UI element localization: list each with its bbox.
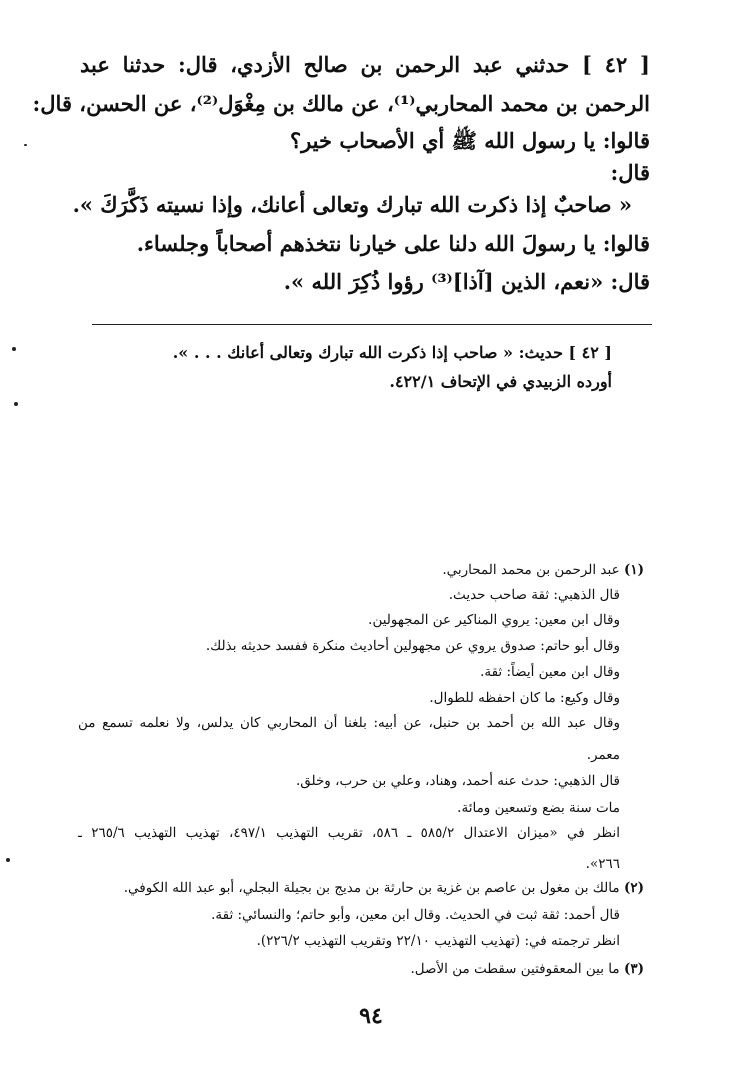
footnote-2-line: قال أحمد: ثقة ثبت في الحديث. وقال ابن معين، وأبو حاتم؛ والنسائي: ثقة. bbox=[211, 907, 620, 923]
footnote-1-line: وقال أبو حاتم: صدوق يروي عن مجهولين أحاديث منكرة ففسد حديثه بذلك. bbox=[205, 638, 620, 654]
footnote-1-line: وقال وكيع: ما كان احفظه للطوال. bbox=[429, 690, 620, 706]
hadith-line-3: قالوا: يا رسول الله ﷺ أي الأصحاب خير؟ bbox=[289, 128, 650, 153]
scan-speck bbox=[24, 144, 27, 146]
hadith-line-2: الرحمن بن محمد المحاربي⁽¹⁾، عن مالك بن مِغْوَل⁽²⁾، عن الحسن، قال: bbox=[32, 91, 650, 116]
footnote-1-line: انظر في «ميزان الاعتدال ٥٨٥/٢ ـ ٥٨٦، تقريب التهذيب ٤٩٧/١، تهذيب التهذيب ٢٦٥/٦ ـ bbox=[78, 825, 620, 841]
footnote-1-title: عبد الرحمن بن محمد المحاربي. bbox=[442, 562, 620, 578]
separator-rule bbox=[92, 324, 652, 325]
takhrij-line-2: أورده الزبيدي في الإتحاف ٤٢٢/١. bbox=[389, 372, 612, 391]
footnote-3-number: (٣) bbox=[623, 961, 644, 977]
hadith-line-1: [ ٤٢ ] حدثني عبد الرحمن بن صالح الأزدي، قال: حدثنا عبد bbox=[80, 52, 650, 77]
hadith-line-6: قالوا: يا رسولَ الله دلنا على خيارنا نتخذهم أصحاباً وجلساء. bbox=[136, 231, 650, 256]
hadith-line-7: قال: «نعم، الذين [آذا]⁽³⁾ رؤوا ذُكِرَ الله ». bbox=[283, 269, 650, 294]
hadith-line-4: قال: bbox=[610, 160, 650, 185]
footnote-1-line: وقال عبد الله بن أحمد بن حنبل، عن أبيه: بلغنا أن المحاربي كان يدلس، ولا نعلمه تسمع من bbox=[78, 715, 620, 731]
footnote-2-title: مالك بن مغول بن عاصم بن غزية بن حارثة بن مديج بن بجيلة البجلي، أبو عبد الله الكوفي. bbox=[123, 880, 620, 896]
footnote-1-line: قال الذهبي: حدث عنه أحمد، وهناد، وعلي بن حرب، وخلق. bbox=[295, 773, 620, 789]
footnote-3-heading bbox=[410, 961, 644, 977]
footnote-2-number: (٢) bbox=[623, 880, 644, 896]
scan-speck bbox=[12, 347, 16, 351]
footnote-2-line: انظر ترجمته في: (تهذيب التهذيب ٢٢/١٠ وتقريب التهذيب ٢٢٦/٢). bbox=[256, 933, 620, 949]
page-number: ٩٤ bbox=[359, 1003, 383, 1029]
scan-speck bbox=[14, 402, 18, 406]
footnote-1-line: وقال ابن معين أيضاً: ثقة. bbox=[480, 664, 620, 680]
footnote-1-number: (١) bbox=[623, 562, 644, 578]
scan-speck bbox=[6, 858, 10, 862]
footnote-1-line: مات سنة بضع وتسعين ومائة. bbox=[457, 800, 620, 816]
footnote-1-heading bbox=[442, 562, 644, 578]
footnote-1-line: ٢٦٦». bbox=[585, 856, 620, 872]
takhrij-line-1: [ ٤٢ ] حديث: « صاحب إذا ذكرت الله تبارك وتعالى أعانك . . . ». bbox=[172, 343, 612, 362]
footnote-1-line: معمر. bbox=[586, 747, 620, 763]
footnote-1-line: وقال ابن معين: يروي المناكير عن المجهولين. bbox=[368, 612, 620, 628]
hadith-line-5: « صاحبٌ إذا ذكرت الله تبارك وتعالى أعانك، وإذا نسيته ذَكَّرَكَ ». bbox=[72, 192, 632, 217]
footnote-1-line: قال الذهبي: ثقة صاحب حديث. bbox=[448, 587, 620, 603]
footnote-2-heading bbox=[124, 880, 644, 896]
footnote-3-title: ما بين المعقوفتين سقطت من الأصل. bbox=[410, 961, 620, 977]
